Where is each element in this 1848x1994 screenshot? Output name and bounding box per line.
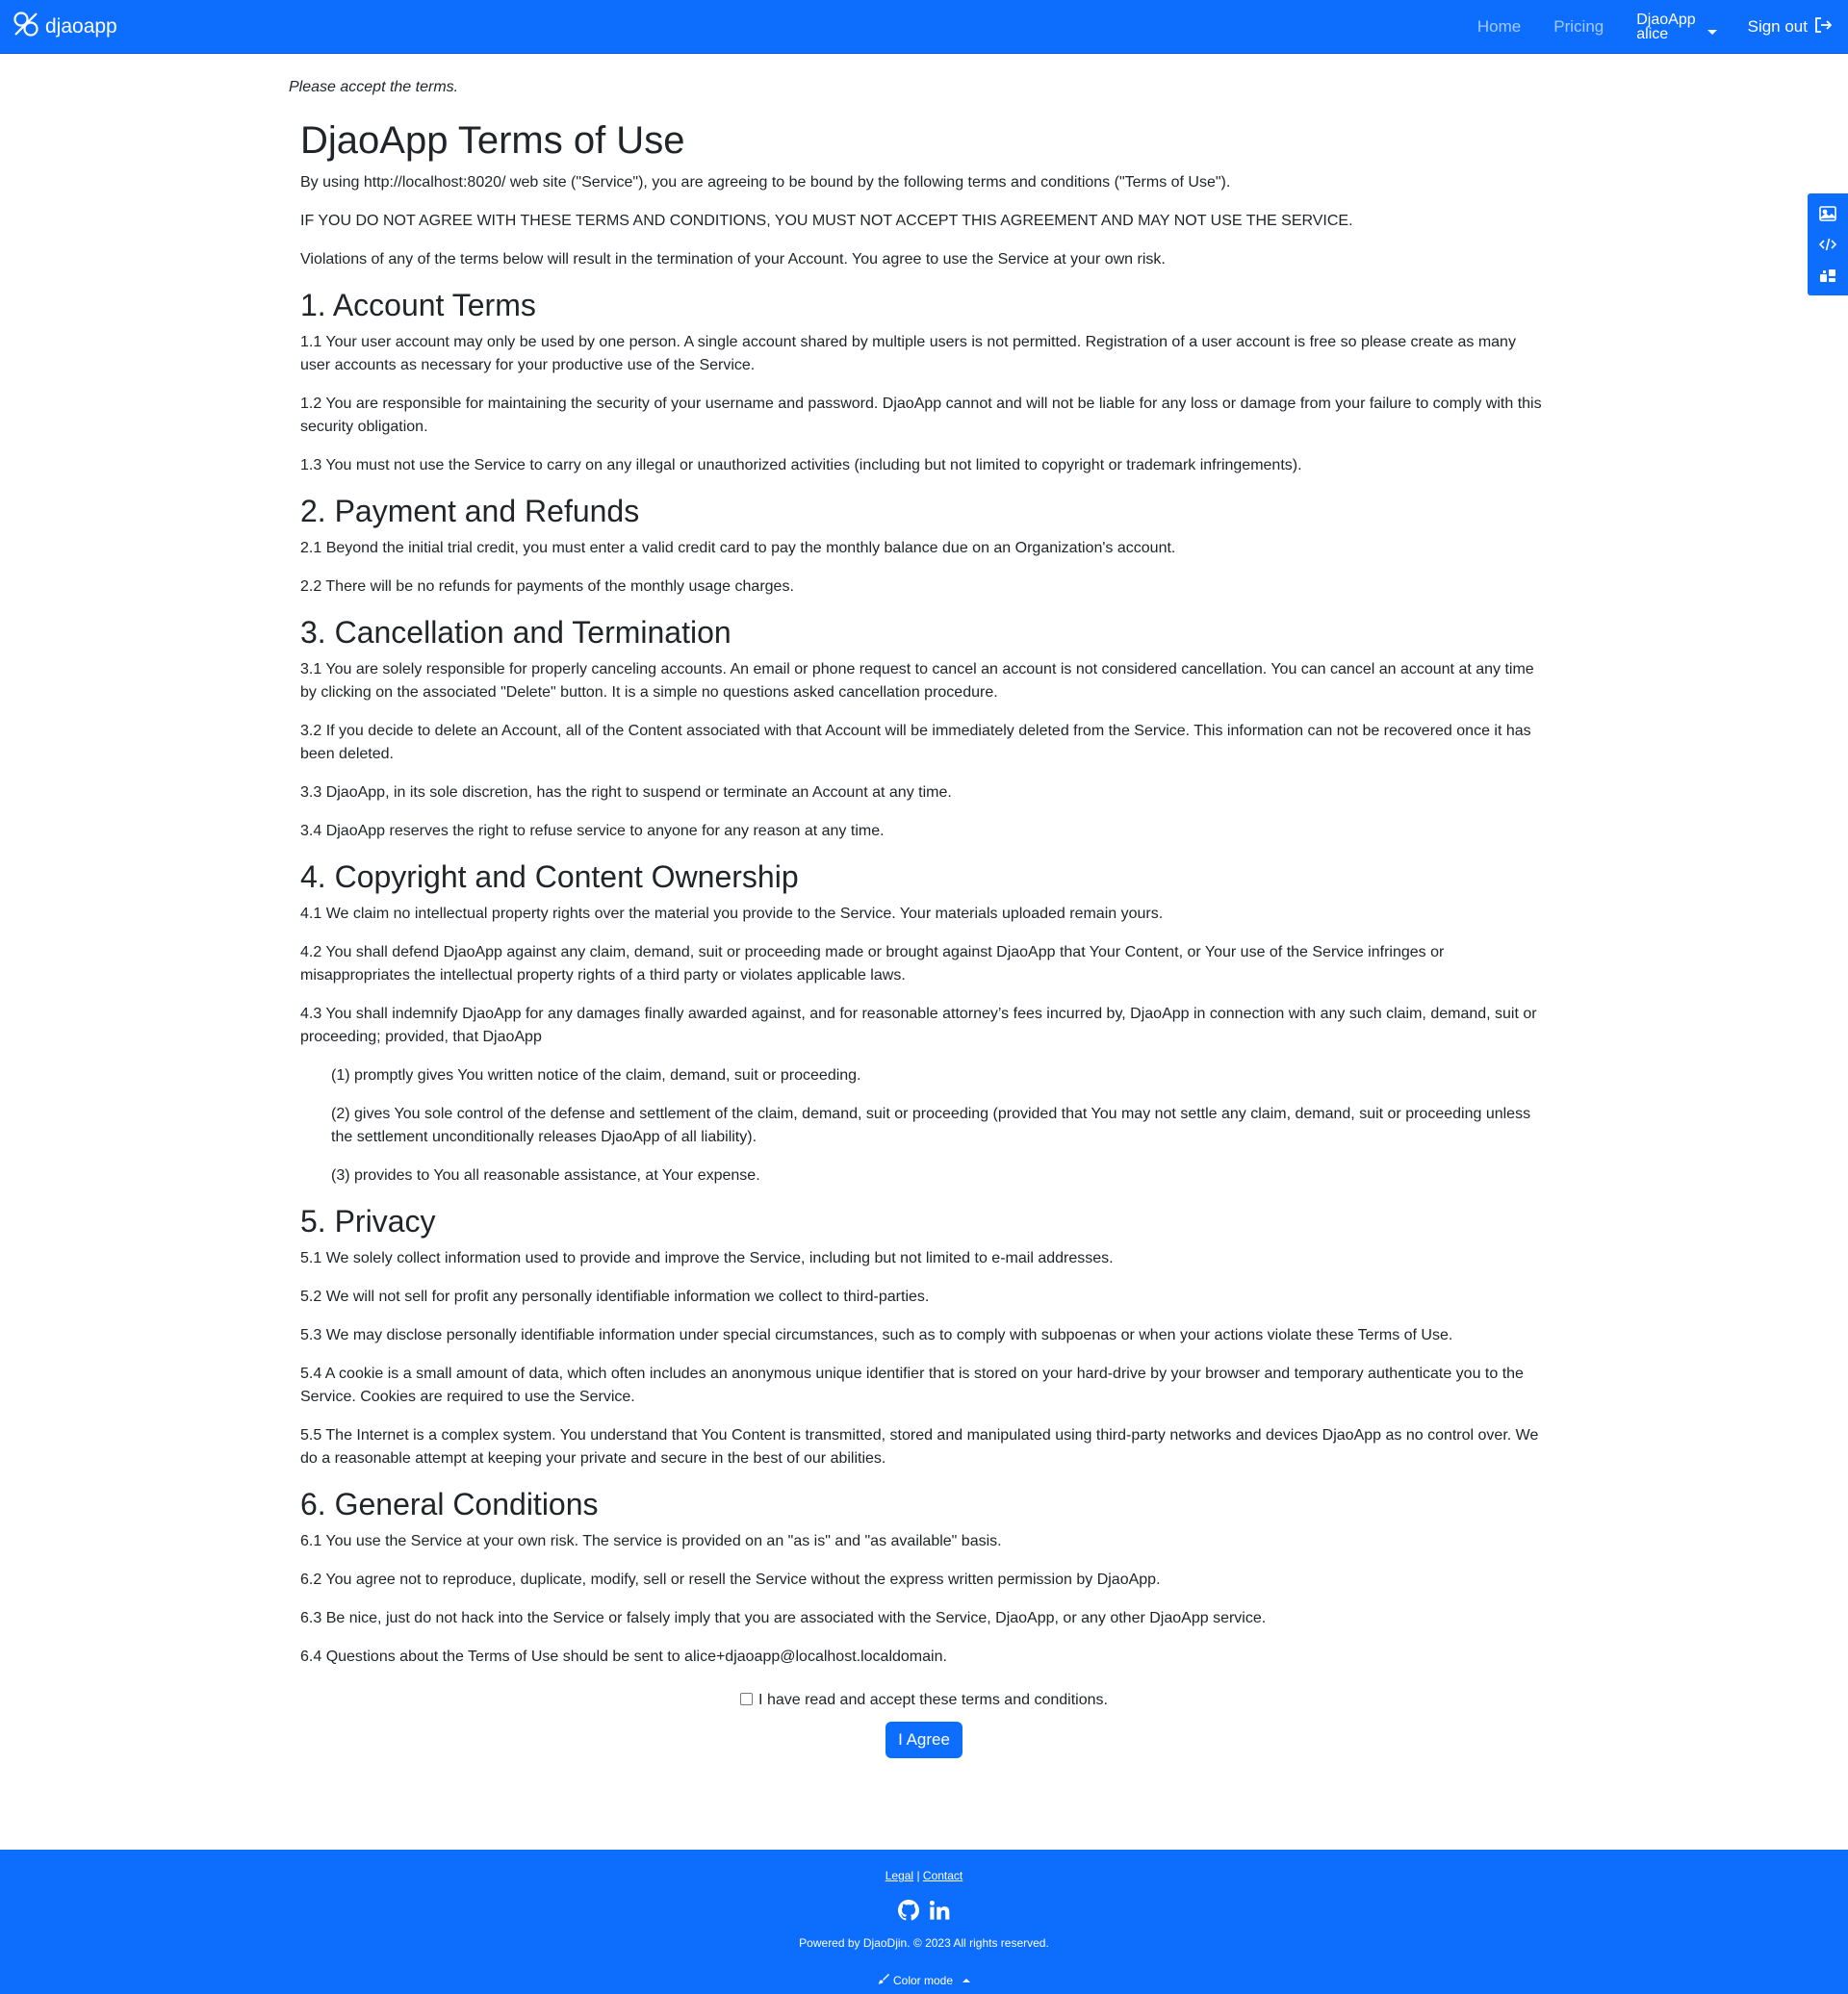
sign-out-link[interactable] [1748,15,1833,39]
term-paragraph: 4.3 You shall indemnify DjaoApp for any damages finally awarded against, and for reasonable attorney’s fees incurred by, DjaoApp in connection with any such claim, demand, suit or proceeding; provided, that DjaoApp [300,1006,1537,1045]
footer-legal-link[interactable]: Legal [885,1869,914,1882]
term-paragraph: 6.2 You agree not to reproduce, duplicate, modify, sell or resell the Service without the express written permission by DjaoApp. [300,1572,1161,1588]
accept-terms-checkbox[interactable] [740,1693,753,1705]
term-paragraph: 4.2 You shall defend DjaoApp against any claim, demand, suit or proceeding made or brought against DjaoApp that Your Content, or Your use of the Service infringes or misappropriates the intellectual property rights of a third party or violates applicable laws. [300,944,1445,984]
image-icon[interactable] [1817,203,1838,224]
brush-icon [878,1973,889,1987]
nav-link-home[interactable]: Home [1476,17,1522,36]
terms-title: DjaoApp Terms of Use [300,119,685,162]
agree-button[interactable]: I Agree [886,1722,962,1758]
accept-terms-notice: Please accept the terms. [289,79,459,95]
agree-button-wrap [0,1722,1848,1758]
term-paragraph: 2.2 There will be no refunds for payments of the monthly usage charges. [300,578,794,595]
term-paragraph: 6.3 Be nice, just do not hack into the Service or falsely imply that you are associated with the Service, DjaoApp, or any other DjaoApp service. [300,1610,1267,1626]
color-mode-label: Color mode [892,1973,954,1987]
term-paragraph: 5.3 We may disclose personally identifiable information under special circumstances, such as to comply with subpoenas or when your actions violate these Terms of Use. [300,1327,1453,1343]
page-footer [0,1850,1848,1994]
term-paragraph: 5.5 The Internet is a complex system. You understand that You Content is transmitted, stored and manipulated using third-party networks and devices DjaoApp as no control over. We do a reasonable attempt at keeping your private and secure in the best of our abilities. [300,1427,1539,1467]
section-heading-payment-refunds: 2. Payment and Refunds [300,494,640,528]
navbar-right [1477,0,1848,54]
brand-name: djaoapp [45,15,117,38]
term-paragraph: 4.1 We claim no intellectual property rights over the material you provide to the Service. Your materials uploaded remain yours. [300,906,1164,922]
term-paragraph: 3.3 DjaoApp, in its sole discretion, has the right to suspend or terminate an Account at any time. [300,784,952,801]
box-arrow-right-icon [1813,15,1833,39]
section-heading-copyright: 4. Copyright and Content Ownership [300,859,799,894]
djaoapp-logo-icon [12,10,40,44]
user-username: alice [1636,26,1669,42]
term-paragraph: 2.1 Beyond the initial trial credit, you must enter a valid credit card to pay the monthly balance due on an Organization's account. [300,540,1176,556]
term-paragraph: 6.1 You use the Service at your own risk. The service is provided on an "as is" and "as available" basis. [300,1533,1002,1549]
user-menu-toggle[interactable] [1636,13,1716,41]
color-mode-toggle[interactable] [0,1973,1848,1987]
term-paragraph: 1.2 You are responsible for maintaining the security of your username and password. DjaoApp cannot and will not be liable for any loss or damage from your failure to comply with this security obligation. [300,396,1542,435]
sign-out-label: Sign out [1747,17,1808,36]
term-paragraph: 5.4 A cookie is a small amount of data, which often includes an anonymous unique identifier that is stored on your hard-drive by your browser and temporary authenticate you to the Service. Cookies are required to use the Service. [300,1366,1524,1405]
github-icon[interactable] [898,1900,919,1926]
term-paragraph: 1.1 Your user account may only be used by one person. A single account shared by multiple users is not permitted. Registration of a user account is free so please create as many user accounts as necessary for your productive use of the Service. [300,334,1516,373]
term-paragraph: 3.2 If you decide to delete an Account, all of the Content associated with that Account will be immediately deleted from the Service. This information can not be recovered once it has been deleted. [300,723,1531,762]
footer-links [0,1869,1848,1882]
side-toolbar [1808,193,1848,295]
term-subitem: (1) promptly gives You written notice of the claim, demand, suit or proceeding. [331,1067,861,1084]
theme-icon[interactable] [1817,265,1838,286]
section-heading-cancellation: 3. Cancellation and Termination [300,615,732,650]
footer-powered-text: Powered by DjaoDjin. © 2023 All rights reserved. [799,1936,1049,1950]
term-paragraph: 6.4 Questions about the Terms of Use should be sent to alice+djaoapp@localhost.localdomain. [300,1649,947,1665]
terms-intro-paragraph: By using http://localhost:8020/ web site ("Service"), you are agreeing to be bound by the following terms and conditions ("Terms of Use"). [300,174,1231,191]
section-heading-account-terms: 1. Account Terms [300,288,536,322]
footer-link-separator: | [916,1869,920,1882]
terms-intro-paragraph: Violations of any of the terms below will result in the termination of your Account. You agree to use the Service at your own risk. [300,251,1166,268]
brand-link[interactable] [12,12,117,42]
term-paragraph: 3.1 You are solely responsible for properly canceling accounts. An email or phone request to cancel an account is not considered cancellation. You can cancel an account at any time by clicking on the associated "Delete" button. It is a simple no questions asked cancellation procedure. [300,661,1534,701]
accept-terms-row[interactable] [0,1692,1848,1709]
term-paragraph: 5.2 We will not sell for profit any personally identifiable information we collect to third-parties. [300,1289,930,1305]
section-heading-privacy: 5. Privacy [300,1204,436,1239]
nav-link-pricing[interactable]: Pricing [1553,17,1604,36]
user-menu-names [1636,13,1695,41]
term-paragraph: 3.4 DjaoApp reserves the right to refuse service to anyone for any reason at any time. [300,823,885,839]
chevron-down-icon [1707,30,1717,35]
section-heading-general-conditions: 6. General Conditions [300,1487,599,1521]
term-paragraph: 1.3 You must not use the Service to carry on any illegal or unauthorized activities (including but not limited to copyright or trademark infringements). [300,457,1302,473]
term-subitem: (3) provides to You all reasonable assistance, at Your expense. [331,1167,760,1184]
footer-contact-link[interactable]: Contact [922,1869,963,1882]
code-icon[interactable] [1817,234,1838,255]
terms-intro-paragraph: IF YOU DO NOT AGREE WITH THESE TERMS AND CONDITIONS, YOU MUST NOT ACCEPT THIS AGREEMENT AND MAY NOT USE THE SERVICE. [300,213,1353,229]
chevron-up-icon [962,1979,970,1982]
linkedin-icon[interactable] [929,1900,950,1926]
footer-social-links [0,1900,1848,1926]
top-navbar [0,0,1848,54]
accept-terms-label: I have read and accept these terms and conditions. [758,1692,1108,1708]
footer-powered-by [0,1936,1848,1950]
term-paragraph: 5.1 We solely collect information used to provide and improve the Service, including but not limited to e-mail addresses. [300,1250,1114,1266]
terms-of-use [300,114,1542,1684]
user-org-name: DjaoApp [1636,12,1696,28]
term-subitem: (2) gives You sole control of the defense and settlement of the claim, demand, suit or proceeding (provided that You may not settle any claim, demand, suit or proceeding unless the settlement unconditionally releases DjaoApp of all liability). [331,1106,1531,1145]
